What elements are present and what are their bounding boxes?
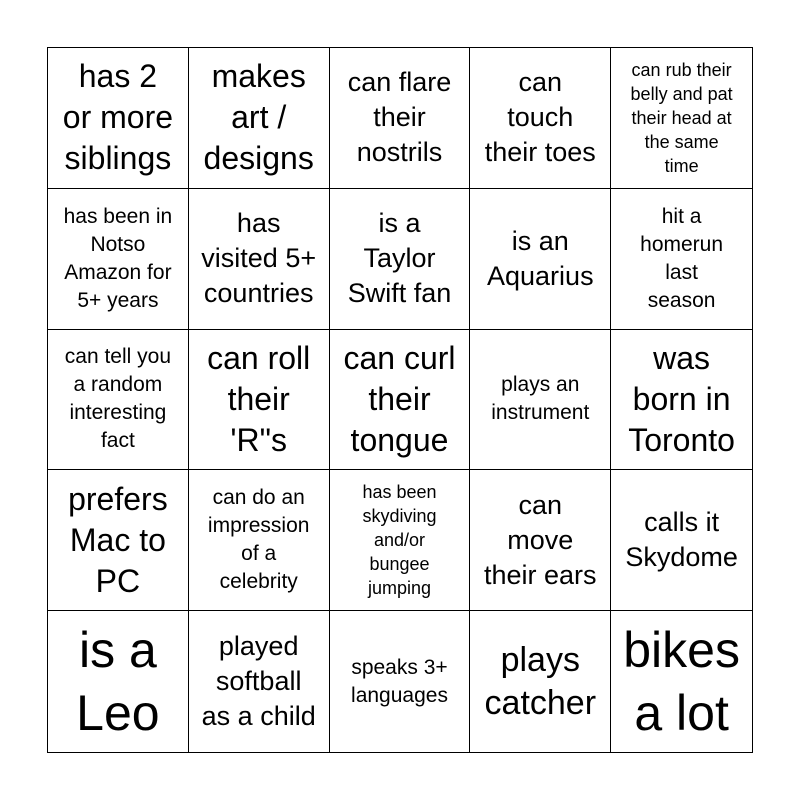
bingo-cell[interactable] bbox=[470, 189, 611, 330]
bingo-cell[interactable] bbox=[611, 330, 752, 471]
bingo-cell-text: is a Taylor Swift fan bbox=[347, 208, 452, 309]
bingo-cell-text: hit a homerun last season bbox=[640, 204, 724, 312]
bingo-cell[interactable] bbox=[48, 330, 189, 471]
bingo-cell[interactable] bbox=[611, 611, 752, 752]
bingo-cell-text: plays catcher bbox=[484, 640, 597, 722]
bingo-cell-text: calls it Skydome bbox=[625, 507, 738, 573]
bingo-cell-text: has visited 5+ countries bbox=[201, 208, 317, 309]
bingo-cell-text: has 2 or more siblings bbox=[62, 58, 174, 177]
bingo-cell-text: can curl their tongue bbox=[343, 339, 456, 458]
bingo-cell[interactable] bbox=[189, 48, 330, 189]
bingo-cell[interactable] bbox=[470, 48, 611, 189]
bingo-cell-text: makes art / designs bbox=[203, 58, 314, 177]
bingo-cell[interactable] bbox=[470, 470, 611, 611]
bingo-cell[interactable] bbox=[330, 470, 471, 611]
bingo-cell[interactable] bbox=[189, 330, 330, 471]
bingo-cell-text: can do an impression of a celebrity bbox=[207, 486, 310, 594]
bingo-cell-text: is a Leo bbox=[76, 621, 160, 741]
bingo-cell[interactable] bbox=[48, 189, 189, 330]
bingo-cell[interactable] bbox=[189, 470, 330, 611]
bingo-cell[interactable] bbox=[189, 611, 330, 752]
bingo-cell-text: speaks 3+ languages bbox=[351, 655, 448, 707]
bingo-cell-text: plays an instrument bbox=[491, 373, 590, 425]
bingo-cell[interactable] bbox=[48, 470, 189, 611]
bingo-cell[interactable] bbox=[330, 330, 471, 471]
bingo-cell-text: can rub their belly and pat their head at the same time bbox=[630, 59, 733, 176]
bingo-board bbox=[47, 47, 753, 753]
bingo-cell-text: can flare their nostrils bbox=[347, 67, 452, 168]
bingo-cell-text: played softball as a child bbox=[201, 631, 316, 732]
bingo-cell[interactable] bbox=[611, 470, 752, 611]
bingo-cell[interactable] bbox=[330, 48, 471, 189]
bingo-cell[interactable] bbox=[330, 611, 471, 752]
bingo-cell[interactable] bbox=[470, 611, 611, 752]
bingo-cell-text: can touch their toes bbox=[484, 67, 596, 168]
bingo-cell[interactable] bbox=[470, 330, 611, 471]
bingo-cell[interactable] bbox=[611, 189, 752, 330]
bingo-cell[interactable] bbox=[330, 189, 471, 330]
bingo-cell-text: can tell you a random interesting fact bbox=[64, 345, 172, 453]
bingo-cell[interactable] bbox=[611, 48, 752, 189]
bingo-cell-text: bikes a lot bbox=[623, 621, 740, 741]
bingo-cell[interactable] bbox=[189, 189, 330, 330]
bingo-cell[interactable] bbox=[48, 611, 189, 752]
bingo-cell[interactable] bbox=[48, 48, 189, 189]
bingo-cell-text: prefers Mac to PC bbox=[68, 480, 168, 599]
bingo-cell-text: can move their ears bbox=[484, 489, 597, 590]
bingo-cell-text: has been in Notso Amazon for 5+ years bbox=[63, 204, 173, 312]
bingo-cell-text: is an Aquarius bbox=[487, 225, 594, 291]
bingo-cell-text: was born in Toronto bbox=[628, 339, 735, 458]
bingo-cell-text: can roll their 'R"s bbox=[207, 339, 311, 458]
bingo-cell-text: has been skydiving and/or bungee jumping bbox=[362, 482, 437, 599]
